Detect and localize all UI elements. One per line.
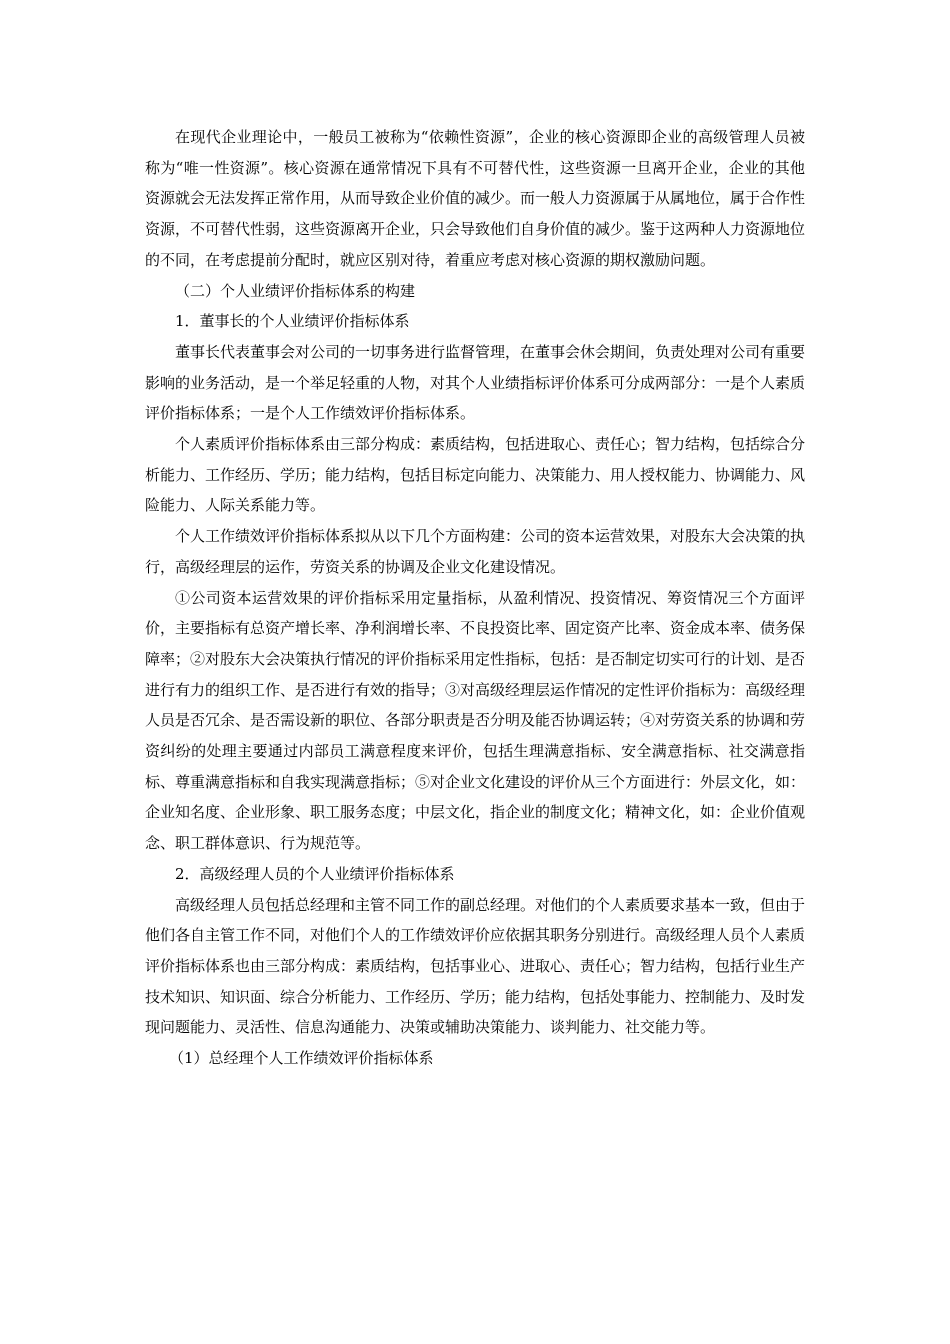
body-paragraph: 董事长代表董事会对公司的一切事务进行监督管理，在董事会休会期间，负责处理对公司有重要影响的业务活动，是一个举足轻重的人物，对其个人业绩指标评价体系可分成两部分：一是个人素质评价指标体系；一是个人工作绩效评价指标体系。 — [145, 342, 806, 423]
subsection-heading: 2．高级经理人员的个人业绩评价指标体系 — [175, 864, 455, 883]
document-page — [145, 122, 805, 1074]
body-paragraph: 在现代企业理论中，一般员工被称为“依赖性资源”，企业的核心资源即企业的高级管理人员被称为“唯一性资源”。核心资源在通常情况下具有不可替代性，这些资源一旦离开企业，企业的其他资源就会无法发挥正常作用，从而导致企业价值的减少。而一般人力资源属于从属地位，属于合作性资源，不可替代性弱，这些资源离开企业，只会导致他们自身价值的减少。鉴于这两种人力资源地位的不同，在考虑提前分配时，就应区别对待，着重应考虑对核心资源的期权激励问题。 — [145, 128, 806, 269]
body-paragraph: 高级经理人员包括总经理和主管不同工作的副总经理。对他们的个人素质要求基本一致，但由于他们各自主管工作不同，对他们个人的工作绩效评价应依据其职务分别进行。高级经理人员个人素质评价指标体系也由三部分构成：素质结构，包括事业心、进取心、责任心；智力结构，包括行业生产技术知识、知识面、综合分析能力、工作经历、学历；能力结构，包括处事能力、控制能力、及时发现问题能力、灵活性、信息沟通能力、决策或辅助决策能力、谈判能力、社交能力等。 — [145, 895, 806, 1037]
body-paragraph: 个人素质评价指标体系由三部分构成：素质结构，包括进取心、责任心；智力结构，包括综合分析能力、工作经历、学历；能力结构，包括目标定向能力、决策能力、用人授权能力、协调能力、风险能力、人际关系能力等。 — [145, 435, 806, 515]
subsubsection-heading: （1）总经理个人工作绩效评价指标体系 — [169, 1049, 434, 1068]
subsection-heading: 1．董事长的个人业绩评价指标体系 — [175, 312, 410, 331]
section-heading: （二）个人业绩评价指标体系的构建 — [175, 281, 416, 300]
body-paragraph: 个人工作绩效评价指标体系拟从以下几个方面构建：公司的资本运营效果，对股东大会决策的执行，高级经理层的运作，劳资关系的协调及企业文化建设情况。 — [145, 527, 806, 576]
body-paragraph: ①公司资本运营效果的评价指标采用定量指标，从盈利情况、投资情况、筹资情况三个方面评价，主要指标有总资产增长率、净利润增长率、不良投资比率、固定资产比率、资金成本率、债务保障率；②对股东大会决策执行情况的评价指标采用定性指标，包括：是否制定切实可行的计划、是否进行有力的组织工作、是否进行有效的指导；③对高级经理层运作情况的定性评价指标为：高级经理人员是否冗余、是否需设新的职位、各部分职责是否分明及能否协调运转；④对劳资关系的协调和劳资纠纷的处理主要通过内部员工满意程度来评价，包括生理满意指标、安全满意指标、社交满意指标、尊重满意指标和自我实现满意指标；⑤对企业文化建设的评价从三个方面进行：外层文化，如：企业知名度、企业形象、职工服务态度；中层文化，指企业的制度文化；精神文化，如：企业价值观念、职工群体意识、行为规范等。 — [145, 588, 806, 853]
